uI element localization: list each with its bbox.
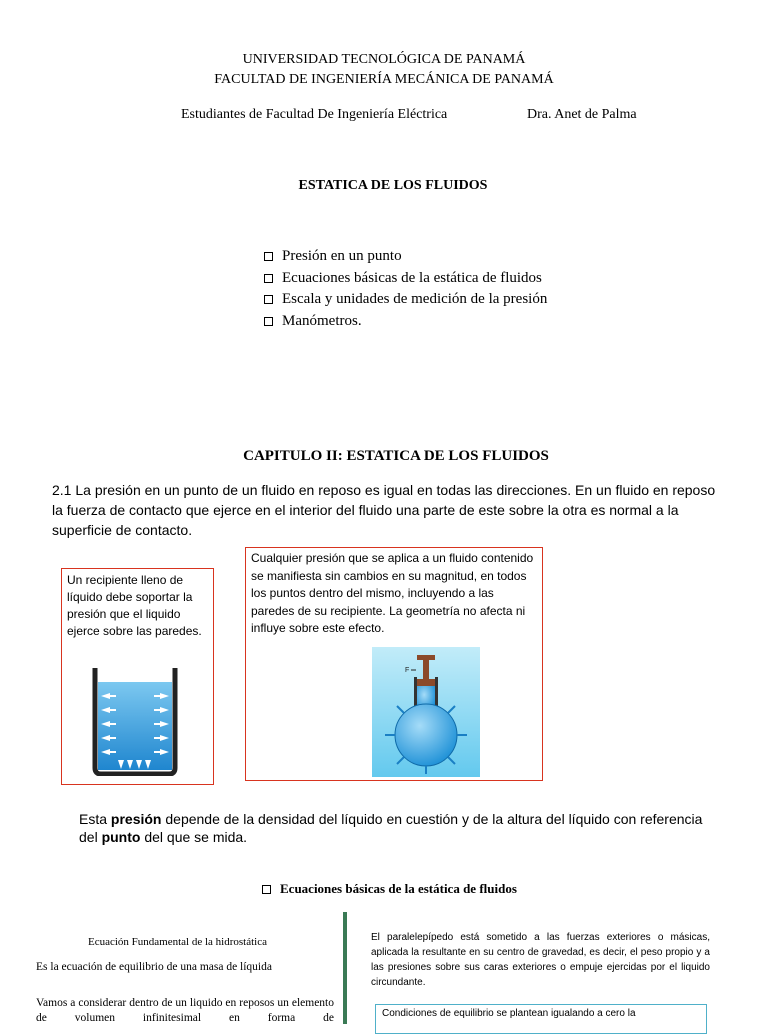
- checkbox-bullet-icon: [264, 252, 273, 261]
- checkbox-bullet-icon: [264, 317, 273, 326]
- topic-list: [264, 246, 547, 332]
- parallelepiped-paragraph: El paralelepípedo está sometido a las fuerzas exteriores o másicas, aplicada la resultante en su centro de gravedad, es decir, el peso propio y a las presiones sobre sus caras exteriores o empuje ejercidas por el liquido circundante.: [371, 932, 710, 988]
- equations-heading: Ecuaciones básicas de la estática de fluidos: [262, 881, 517, 897]
- column-divider: [343, 912, 347, 1024]
- chapter-intro: 2.1 La presión en un punto de un fluido en reposo es igual en todas las direcciones. En un fluido en reposo la fuerza de contacto que ejerce en el interior del fluido una parte de este sobre la otra es normal a la superficie de contacto.: [52, 482, 716, 538]
- faculty-name: FACULTAD DE INGENIERÍA MECÁNICA DE PANAMÁ: [214, 72, 554, 87]
- pressure-note: Esta presión depende de la densidad del líquido en cuestión y de la altura del líquido con referencia del punto del que se mida.: [79, 811, 703, 845]
- chapter-heading: CAPITULO II: ESTATICA DE LOS FLUIDOS: [243, 448, 549, 464]
- pascal-sphere-illustration: [372, 647, 480, 777]
- pressure-container-illustration: [92, 668, 178, 776]
- force-label: F: [405, 667, 410, 674]
- checkbox-bullet-icon: [262, 885, 271, 894]
- hydrostatic-equation-title: Ecuación Fundamental de la hidrostática: [88, 936, 267, 948]
- hydrostatic-equation-body: Vamos a considerar dentro de un liquido en reposos un elemento de volumen infinitesimal en forma de: [36, 997, 334, 1024]
- checkbox-bullet-icon: [264, 295, 273, 304]
- document-title: ESTATICA DE LOS FLUIDOS: [298, 178, 488, 193]
- pascal-callout-text: Cualquier presión que se aplica a un fluido contenido se manifiesta sin cambios en su magnitud, en todos los puntos dentro del mismo, incluyendo a las paredes de su recipiente. La geometría no afecta ni influye sobre este efecto.: [251, 551, 534, 635]
- university-name: UNIVERSIDAD TECNOLÓGICA DE PANAMÁ: [242, 52, 526, 67]
- list-item: Ecuaciones básicas de la estática de fluidos: [264, 268, 547, 290]
- hydrostatic-equation-description: Es la ecuación de equilibrio de una masa de líquida: [36, 961, 272, 973]
- equilibrium-condition-text: Condiciones de equilibrio se plantean igualando a cero la: [382, 1008, 636, 1019]
- students-line: Estudiantes de Facultad De Ingeniería Eléctrica: [181, 107, 448, 122]
- checkbox-bullet-icon: [264, 274, 273, 283]
- teacher-name: Dra. Anet de Palma: [527, 107, 637, 122]
- list-item: Escala y unidades de medición de la presión: [264, 289, 547, 311]
- container-callout-text: Un recipiente lleno de líquido debe soportar la presión que el liquido ejerce sobre las paredes.: [67, 573, 202, 638]
- list-item: Presión en un punto: [264, 246, 547, 268]
- list-item: Manómetros.: [264, 311, 547, 333]
